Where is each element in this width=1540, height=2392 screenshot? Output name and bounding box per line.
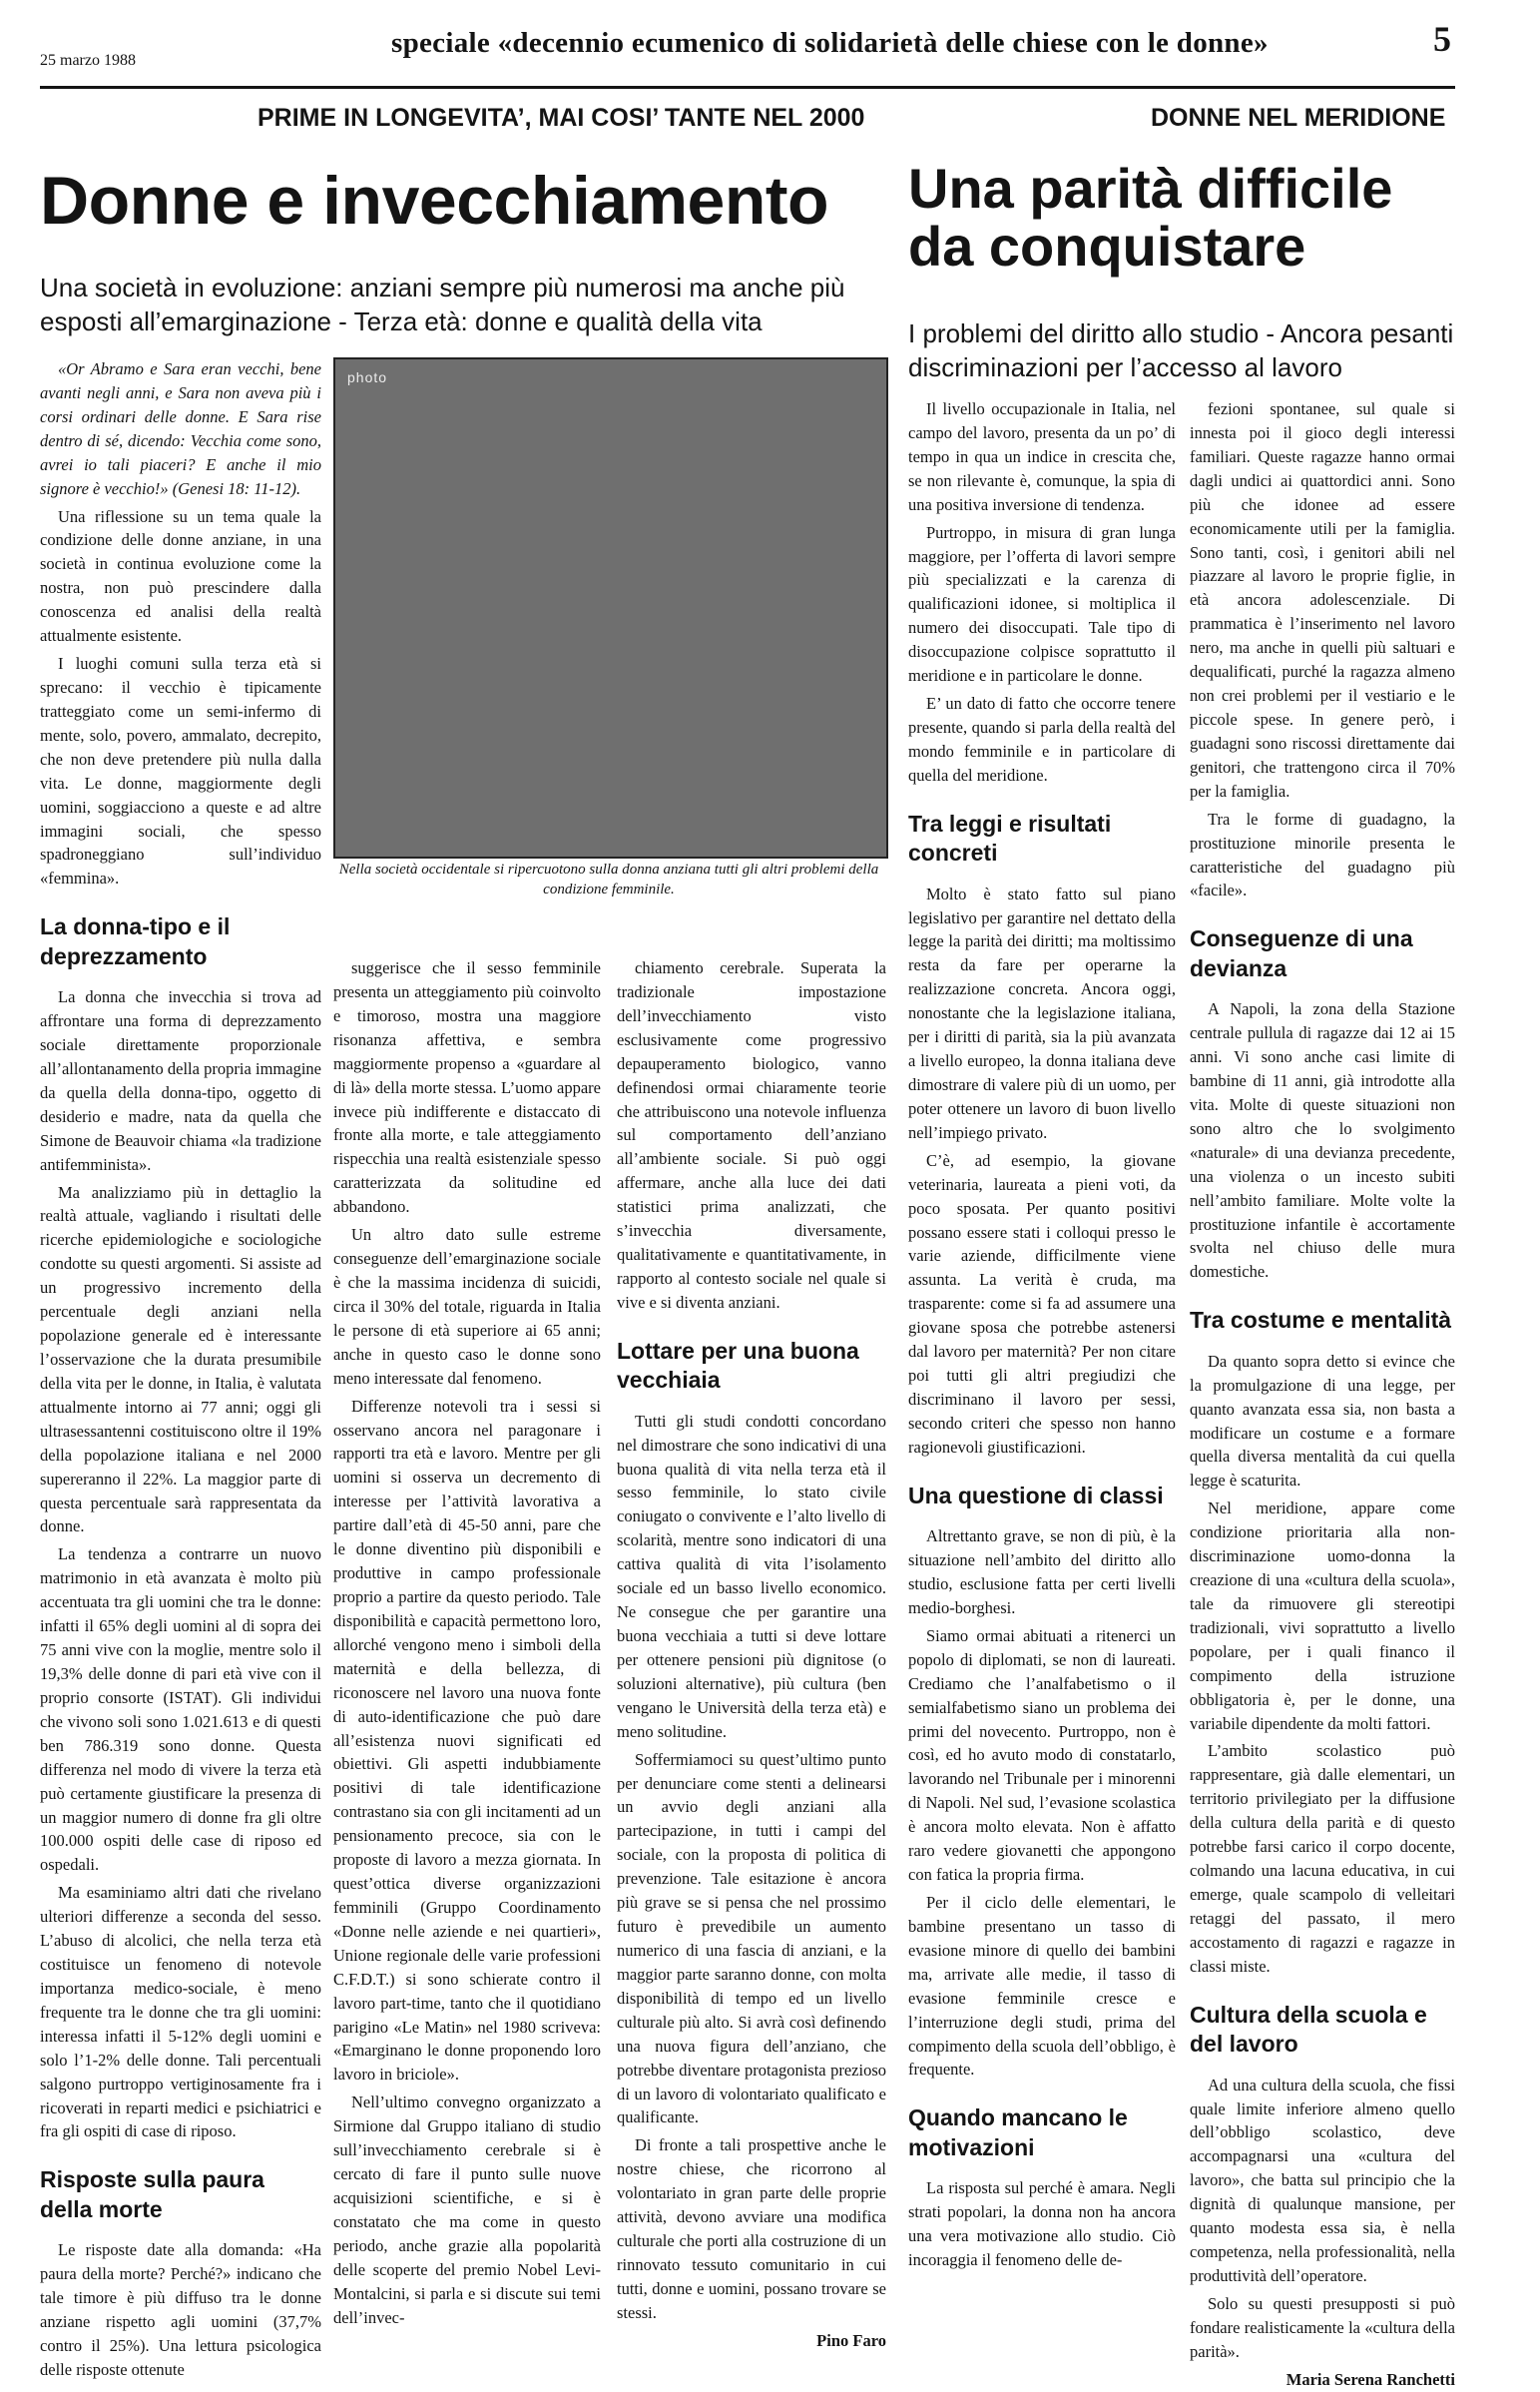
paragraph: Solo su questi presupposti si può fondare realisticamente la «cultura della parità». bbox=[1190, 2293, 1455, 2361]
left-article-column-2 bbox=[333, 956, 601, 2334]
photo-label: photo bbox=[347, 369, 388, 385]
paragraph: Nell’ultimo convegno organizzato a Sirmione dal Gruppo italiano di studio sull’invecchiamento cerebrale si è cercato di fare il punto sulle nuove acquisizioni scientifiche, e si è constatato che ma come in questo periodo, anche grazie alla popolarità delle scoperte del premio Nobel Levi-Montalcini, si parla e si discute sui temi dell’invec- bbox=[333, 2093, 601, 2327]
right-headline: Una parità difficile da conquistare bbox=[908, 157, 1393, 279]
page-number: 5 bbox=[1433, 19, 1451, 59]
paragraph: Le risposte date alla domanda: «Ha paura della morte? Perché?» indicano che tale timore è più diffuso tra le donne anziane rispetto agli uomini (37,7% contro il 25%). Una lettura psicologica delle risposte ottenute bbox=[40, 2240, 321, 2379]
byline: Maria Serena Ranchetti bbox=[1285, 2369, 1455, 2389]
subheading: Conseguenze di una devianza bbox=[1190, 925, 1413, 981]
photo-caption: Nella società occidentale si ripercuotono sulla donna anziana tutti gli altri problemi della condizione femminile. bbox=[338, 862, 879, 897]
paragraph: Tutti gli studi condotti concordano nel dimostrare che sono indicativi di una buona qualità di vita nella terza età il sesso femminile, lo stato civile coniugato o convivente e l’alto livello di scolarità, mentre sono indicatori di una cattiva qualità di vita l’isolamento sociale ed un basso livello economico. Ne consegue che per garantire una buona vecchiaia a tutti si deve lottare per ottenere pensioni più dignitose (o soluzioni alternative), più cultura (ben vengano le Università della terza età) e meno solitudine. bbox=[617, 1411, 886, 1741]
right-article-column-2 bbox=[1190, 397, 1455, 2392]
paragraph: Il livello occupazionale in Italia, nel campo del lavoro, presenta da un po’ di tempo in qua un indice in crescita che, se non rilevante è, comunque, la spia di una positiva inversione di tendenza. bbox=[908, 399, 1176, 514]
paragraph: La donna che invecchia si trova ad affrontare una forma di deprezzamento sociale direttamente proporzionale all’allontanamento della propria immagine da quella della donna-tipo, oggetto di desiderio e madre, nata da quella che Simone de Beauvoir chiama «la tradizione antifemminista». bbox=[40, 987, 321, 1174]
paragraph: Siamo ormai abituati a ritenerci un popolo di diplomati, se non di laureati. Crediamo che l’analfabetismo o il semialfabetismo siano un problema dei primi del novecento. Purtroppo, non è così, ed ho avuto modo di constatarlo, lavorando nel Tribunale per i minorenni di Napoli. Nel sud, l’evasione scolastica è ancora molto elevata. Non è affatto raro vedere giovanetti che appongono con fatica la propria firma. bbox=[908, 1625, 1176, 1885]
paragraph: Molto è stato fatto sul piano legislativo per garantire nel dettato della legge la parità dei diritti; ma moltissimo resta da fare per operarne la realizzazione concreta. Ancora oggi, nonostante che la legislazione italiana, per i diritti di parità, sia la più avanzata a livello europeo, la donna italiana deve dimostrare di valere più di un uomo, per poter ottenere un lavoro di buon livello nell’impiego privato. bbox=[908, 884, 1176, 1142]
paragraph: Ma esaminiamo altri dati che rivelano ulteriori differenze a seconda del sesso. L’abuso di alcolici, che nella terza età costituisce un fenomeno di notevole importanza medico-sociale, è meno frequente tra le donne che tra gli uomini: interessa infatti il 5-12% degli uomini e solo l’1-2% delle donne. Tali percentuali salgono purtroppo vertiginosamente fra i ricoverati in reparti medici e psichiatrici e fra gli ospiti di case di riposo. bbox=[40, 1883, 321, 2141]
paragraph: Altrettanto grave, se non di più, è la situazione nell’ambito del diritto allo studio, esclusione fatta per certi livelli medio-borghesi. bbox=[908, 1526, 1176, 1617]
intro-quote: «Or Abramo e Sara eran vecchi, bene avanti negli anni, e Sara non aveva più i corsi ordinari delle donne. E Sara rise dentro di sé, dicendo: Vecchia come sono, avrei io tali piaceri? E anche il mio signore è vecchio!» (Genesi 18: 11-12). bbox=[40, 359, 321, 498]
paragraph: Ma analizziamo più in dettaglio la realtà attuale, vagliando i risultati delle ricerche epidemiologiche e sociologiche condotte su questi argomenti. Si assiste ad un progressivo incremento della percentuale degli anziani nella popolazione generale ed è interessante l’osservazione che la durata presumibile della vita per le donne, in Italia, è valutata attualmente intorno ai 77 anni; oggi gli ultrasessantenni costituiscono oltre il 19% della popolazione italiana e nel 2000 supereranno il 22%. La maggior parte di questa percentuale sarà rappresentata da donne. bbox=[40, 1182, 321, 1536]
paragraph: Nel meridione, appare come condizione prioritaria alla non-discriminazione uomo-donna la creazione di una «cultura della scuola», tale da rimuovere gli stereotipi tradizionali, vivi soprattutto a livello popolare, per i quali financo il compimento della istruzione obbligatoria è, per le donne, una variabile dipendente da molti fattori. bbox=[1190, 1498, 1455, 1733]
paragraph: Un altro dato sulle estreme conseguenze dell’emarginazione sociale è che la massima incidenza di suicidi, circa il 30% del totale, riguarda in Italia le persone di età superiore ai 65 anni; anche in questo caso le donne sono meno interessate dal fenomeno. bbox=[333, 1225, 601, 1388]
right-deck: I problemi del diritto allo studio - Ancora pesanti discriminazioni per l’accesso al lavoro bbox=[908, 318, 1454, 382]
subheading: Tra leggi e risultati concreti bbox=[908, 810, 1112, 867]
subheading: Tra costume e mentalità bbox=[1190, 1307, 1452, 1334]
paragraph: C’è, ad esempio, la giovane veterinaria, laureata a pieni voti, da poco sposata. Per quanto positivi possano essere stati i colloqui presso le varie aziende, difficilmente viene assunta. La verità è cruda, ma trasparente: come si fa ad assumere una giovane sposa che potrebbe astenersi dal lavoro per maternità? Per non citare poi tutti gli altri pregiudizi che discriminano il lavoro per sessi, secondo criteri che spesso non hanno ragionevoli giustificazioni. bbox=[908, 1150, 1176, 1457]
left-deck: Una società in evoluzione: anziani sempre più numerosi ma anche più esposti all’emarginazione - Terza età: donne e qualità della vita bbox=[40, 273, 845, 336]
subheading: Lottare per una buona vecchiaia bbox=[617, 1337, 859, 1394]
paragraph: Di fronte a tali prospettive anche le nostre chiese, che ricorrono al volontariato in gran parte delle proprie attività, devono avviare una modifica culturale che porti alla costruzione di un rinnovato tessuto comunitario in cui tutti, donne e uomini, possano trovare se stessi. bbox=[617, 2135, 886, 2322]
paragraph: E’ un dato di fatto che occorre tenere presente, quando si parla della realtà del mondo femminile e in particolare di quella del meridione. bbox=[908, 694, 1176, 785]
paragraph: suggerisce che il sesso femminile presenta un atteggiamento più coinvolto e timoroso, mostra una maggiore risonanza affettiva, e sembra maggiormente propenso a «guardare al di là» della morte stessa. L’uomo appare invece più indifferente e distaccato di fronte alla morte, e tale atteggiamento rispecchia una realtà esistenziale spesso caratterizzata da solitudine ed abbandono. bbox=[333, 958, 601, 1217]
paragraph: Una riflessione su un tema quale la condizione delle donne anziane, in una società in continua evoluzione come la nostra, non può prescindere dalla conoscenza ed analisi della realtà attualmente esistente. bbox=[40, 506, 321, 646]
paragraph: Purtroppo, in misura di gran lunga maggiore, per l’offerta di lavori sempre più specializzati e la carenza di qualificazioni idonee, si moltiplica il numero dei disoccupati. Tale tipo di disoccupazione colpisce soprattutto il meridione e in particolare le donne. bbox=[908, 522, 1176, 686]
subheading: Una questione di classi bbox=[908, 1482, 1164, 1508]
paragraph: fezioni spontanee, sul quale si innesta poi il gioco degli interessi familiari. Queste ragazze hanno ormai dagli undici ai quattordici anni. Sono più che idonee ad essere economicamente utili per la famiglia. Sono tanti, così, i genitori abili nel piazzare al lavoro le proprie figlie, in età ancora adolescenziale. Di prammatica è l’inserimento nel lavoro nero, ma anche in quelli più saltuari e dequalificati, purché la ragazza almeno non crei problemi per il vestiario e le piccole spese. In genere però, i guadagni sono riscossi direttamente dai genitori, che trattengono circa il 70% per la famiglia. bbox=[1190, 399, 1455, 801]
paragraph: Soffermiamoci su quest’ultimo punto per denunciare come stenti a delinearsi un avvio degli anziani alla partecipazione, in tutti i campi del sociale, con la proposta di politica di prevenzione. Tale esitazione è ancora più grave se si pensa che nel prossimo futuro è prevedibile un aumento numerico di una fascia di anziani, e la maggior parte saranno donne, con molta disponibilità di tempo ed un livello culturale più alto. Si avrà così definendo una nuova figura dell’anziano, che potrebbe diventare protagonista prezioso di un lavoro di volontariato qualificato e qualificante. bbox=[617, 1749, 886, 2127]
paragraph: Per il ciclo delle elementari, le bambine presentano un tasso di evasione minore di quello dei bambini ma, arrivate alle medie, il tasso di evasione femminile cresce e l’interruzione degli studi, prima del compimento della scuola dell’obbligo, è frequente. bbox=[908, 1893, 1176, 2080]
left-article-column-1 bbox=[40, 357, 321, 2386]
paragraph: A Napoli, la zona della Stazione centrale pullula di ragazze dai 12 ai 15 anni. Vi sono anche casi limite di bambine di 11 anni, già introdotte alla vita. Molte di queste situazioni non sono altro che lo svolgimento «naturale» di una devianza precedente, una violenza o un incesto subiti nell’ambito familiare. Molte volte la prostituzione infantile è accortamente svolta nel chiuso delle mura domestiche. bbox=[1190, 999, 1455, 1282]
masthead-rule bbox=[40, 86, 1455, 89]
subheading: Cultura della scuola e del lavoro bbox=[1190, 2001, 1427, 2058]
paragraph: Tra le forme di guadagno, la prostituzione minorile presenta le caratteristiche del guadagno più «facile». bbox=[1190, 809, 1455, 900]
issue-date: 25 marzo 1988 bbox=[40, 52, 136, 69]
byline: Pino Faro bbox=[816, 2330, 886, 2350]
left-strapline: PRIME IN LONGEVITA’, MAI COSI’ TANTE NEL 2000 bbox=[257, 104, 865, 132]
left-article-column-3 bbox=[617, 956, 886, 2353]
paragraph: La risposta sul perché è amara. Negli strati popolari, la donna non ha ancora una vera motivazione allo studio. Ciò incoraggia il fenomeno delle de- bbox=[908, 2178, 1176, 2270]
subheading: La donna-tipo e il deprezzamento bbox=[40, 913, 231, 969]
left-headline: Donne e invecchiamento bbox=[40, 163, 829, 239]
paragraph: Da quanto sopra detto si evince che la promulgazione di una legge, per quanto avanzata essa sia, non basta a modificare un costume e a formare quella diversa mentalità da cui quella legge è scaturita. bbox=[1190, 1351, 1455, 1491]
paragraph: Differenze notevoli tra i sessi si osservano ancora nel paragonare i rapporti tra età e lavoro. Mentre per gli uomini si osserva un decremento di interesse per l’attività lavorativa a partire dall’età di 45-50 anni, pare che le donne diventino più disponibili e produttive in campo professionale proprio a partire da questo periodo. Tale disponibilità e capacità permettono loro, allorché vengono meno i simboli della maternità e della bellezza, di riconoscere nel lavoro una nuova fonte di auto-identificazione che può dare all’esistenza nuovi significati ed obiettivi. Gli aspetti indubbiamente positivi di tale identificazione contrastano sia con gli incitamenti ad un pensionamento precoce, sia con le proposte di lavoro a mezza giornata. In quest’ottica diverse organizzazioni femminili (Gruppo Coordinamento «Donne nelle aziende e nei quartieri», Unione regionale delle varie professioni C.F.D.T.) si sono schierate contro il lavoro part-time, tanto che il quotidiano parigino «Le Matin» nel 1980 scriveva: «Emarginano le donne proponendo loro lavoro in briciole». bbox=[333, 1396, 601, 2085]
elderly-woman-photo bbox=[333, 357, 888, 859]
paragraph: I luoghi comuni sulla terza età si sprecano: il vecchio è tipicamente tratteggiato come un semi-infermo di mente, solo, povero, ammalato, decrepito, che non deve pretendere più nulla dalla vita. Le donne, maggiormente degli uomini, soggiacciono a queste e ad altre immagini sociali, che spesso spadroneggiano sull’individuo «femmina». bbox=[40, 654, 321, 889]
right-strapline: DONNE NEL MERIDIONE bbox=[1151, 104, 1446, 132]
paragraph: L’ambito scolastico può rappresentare, già dalle elementari, un territorio privilegiato per la diffusione della cultura della parità e di questo potrebbe farsi carico il corpo docente, colmando una lacuna educativa, in cui emerge, quale scampolo di velleitari retaggi del passato, il mero accostamento di ragazzi e ragazze in classi miste. bbox=[1190, 1741, 1455, 1976]
subheading: Risposte sulla paura della morte bbox=[40, 2166, 264, 2222]
paragraph: La tendenza a contrarre un nuovo matrimonio in età avanzata è molto più accentuata tra gli uomini che tra le donne: infatti il 65% degli uomini al di sopra dei 75 anni vive con la moglie, mentre solo il 19,3% delle donne di pari età vive con il proprio consorte (ISTAT). Gli individui che vivono soli sono 1.021.613 e di questi ben 786.319 sono donne. Questa differenza nel modo di vivere la terza età può certamente giustificare la presenza di un maggior numero di donne fra gli oltre 100.000 ospiti delle case di riposo ed ospedali. bbox=[40, 1544, 321, 1875]
right-article-column-1 bbox=[908, 397, 1176, 2276]
paragraph: chiamento cerebrale. Superata la tradizionale impostazione dell’invecchiamento visto esclusivamente come progressivo depauperamento biologico, vanno definendosi ormai chiaramente teorie che attribuiscono una notevole influenza sul comportamento dell’anziano all’ambiente sociale. Si può oggi affermare, anche alla luce dei dati statistici prima analizzati, che s’invecchia diversamente, qualitativamente e quantitativamente, in rapporto al contesto sociale nel quale si vive e si diventa anziani. bbox=[617, 958, 886, 1312]
paragraph: Ad una cultura della scuola, che fissi quale limite inferiore almeno quello dell’obbligo scolastico, deve accompagnarsi una «cultura del lavoro», che batta sul principio che la dignità di qualunque mansione, per quanto modesta essa sia, è nella competenza, nella professionalità, nella produttività dell’operatore. bbox=[1190, 2075, 1455, 2285]
section-kicker: speciale «decennio ecumenico di solidarietà delle chiese con le donne» bbox=[391, 27, 1269, 59]
subheading: Quando mancano le motivazioni bbox=[908, 2104, 1128, 2160]
